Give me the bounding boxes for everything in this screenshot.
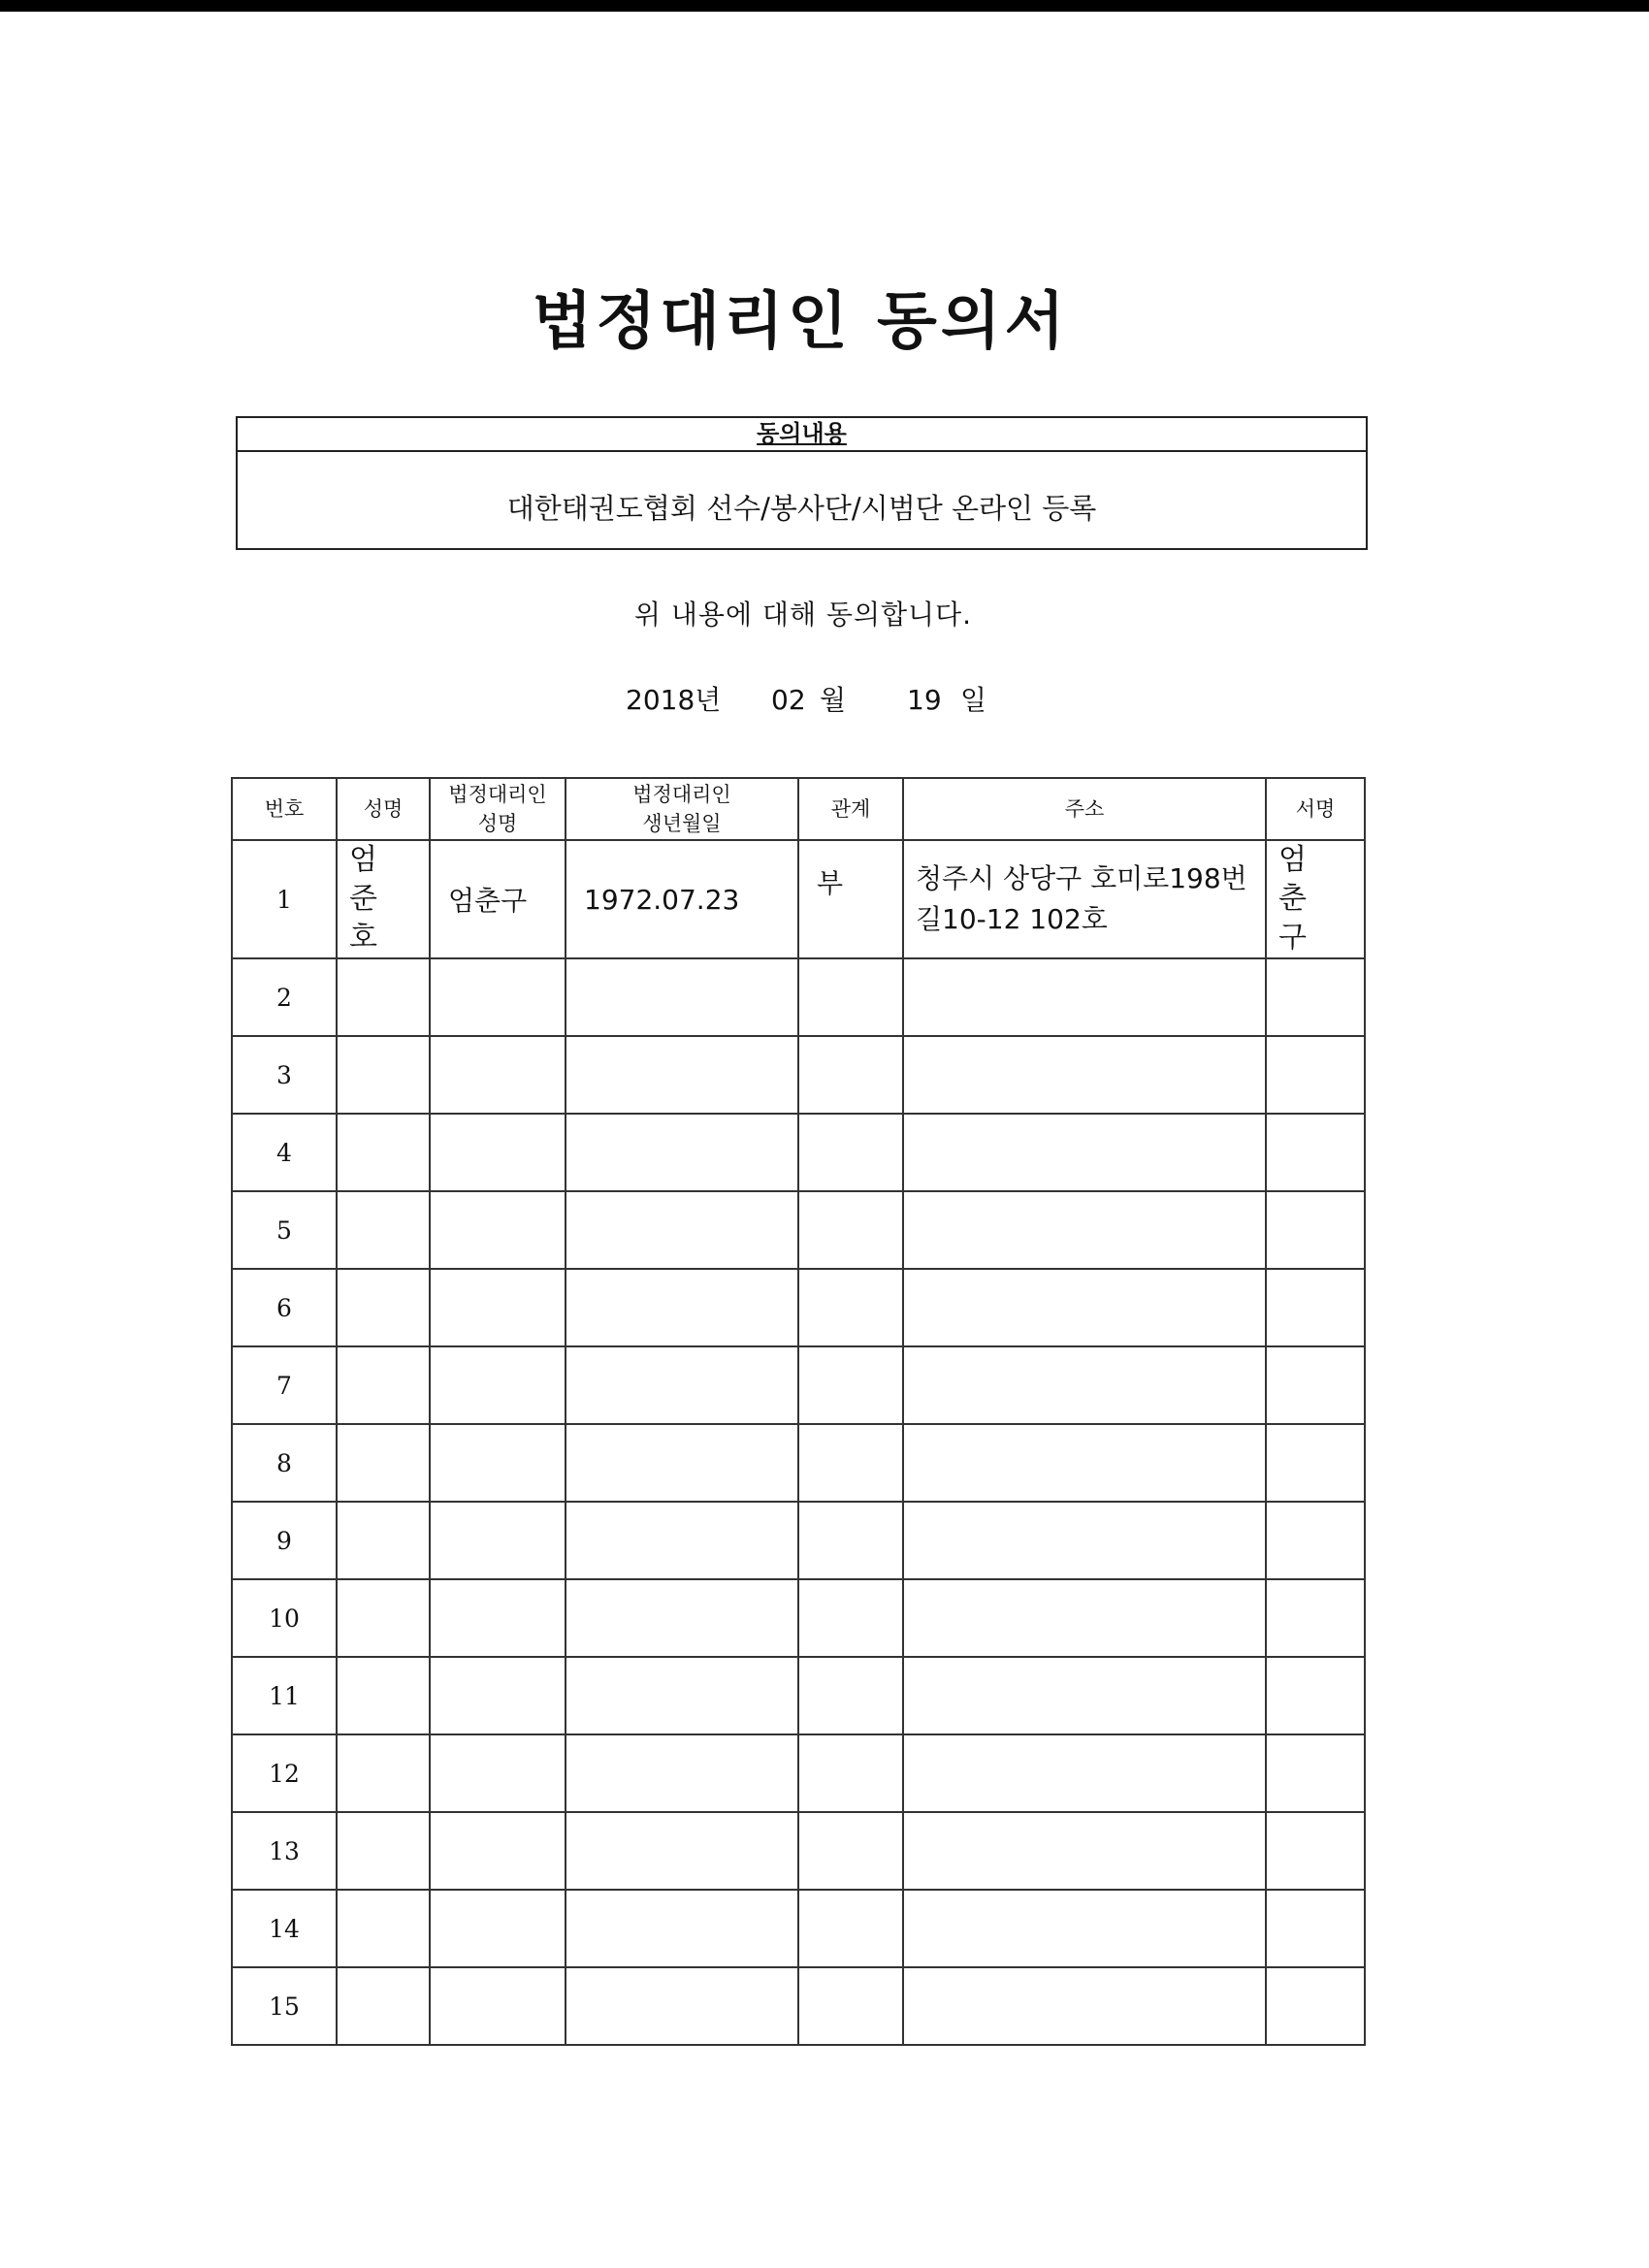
row-name [337, 1424, 430, 1502]
table-row [232, 1346, 1365, 1424]
row-signature [1266, 1734, 1365, 1812]
row-number: 1 [232, 840, 337, 958]
table-row [232, 1890, 1365, 1967]
date-year: 2018년 [626, 684, 722, 716]
row-relation [798, 1424, 903, 1502]
row-relation [798, 1191, 903, 1269]
row-signature [1266, 1967, 1365, 2045]
row-address [903, 1579, 1266, 1657]
row-signature [1266, 1579, 1365, 1657]
row-address [903, 1890, 1266, 1967]
row-signature [1266, 1812, 1365, 1890]
consent-heading-text: 동의내용 [757, 420, 847, 447]
table-row [232, 840, 1365, 958]
row-name [337, 1812, 430, 1890]
header-rep-birth-line2: 생년월일 [642, 812, 722, 835]
row-name [337, 1269, 430, 1346]
table-row [232, 1424, 1365, 1502]
row-rep-birth [566, 1812, 798, 1890]
row-signature [1266, 1502, 1365, 1579]
row-rep-birth [566, 1036, 798, 1114]
row-number: 8 [232, 1424, 337, 1502]
table-row [232, 1114, 1365, 1191]
header-name: 성명 [337, 778, 430, 840]
row-relation [798, 1967, 903, 2045]
row-name: 엄 준 호 [337, 840, 430, 958]
date-month-value: 02 [771, 684, 806, 716]
row-rep-birth [566, 1657, 798, 1734]
row-rep-birth: 1972.07.23 [566, 840, 798, 958]
table-header-row [232, 778, 1365, 840]
row-relation: 부 [798, 840, 903, 958]
row-address [903, 1036, 1266, 1114]
table-row [232, 1734, 1365, 1812]
row-number: 4 [232, 1114, 337, 1191]
header-rep-name-line1: 법정대리인 [448, 783, 547, 806]
row-name [337, 1890, 430, 1967]
consent-text: 대한태권도협회 선수/봉사단/시범단 온라인 등록 [506, 492, 1097, 525]
header-rep-birth [566, 778, 798, 840]
row-number: 11 [232, 1657, 337, 1734]
row-address [903, 1114, 1266, 1191]
row-number: 12 [232, 1734, 337, 1812]
table-row [232, 1657, 1365, 1734]
guardian-table [231, 777, 1366, 2046]
row-rep-birth [566, 1502, 798, 1579]
row-signature [1266, 1036, 1365, 1114]
row-number: 6 [232, 1269, 337, 1346]
row-name [337, 1036, 430, 1114]
row-rep-birth [566, 958, 798, 1036]
table-row [232, 1191, 1365, 1269]
consent-box [236, 416, 1368, 550]
row-rep-name [430, 1967, 566, 2045]
row-address [903, 1269, 1266, 1346]
header-rep-name [430, 778, 566, 840]
row-address [903, 1502, 1266, 1579]
row-address [903, 958, 1266, 1036]
date-day-value: 19 [907, 684, 942, 716]
row-name [337, 1967, 430, 2045]
row-name [337, 1657, 430, 1734]
row-rep-name [430, 1346, 566, 1424]
row-number: 15 [232, 1967, 337, 2045]
row-relation [798, 1269, 903, 1346]
date-line [626, 679, 986, 718]
row-rep-name [430, 1114, 566, 1191]
row-signature [1266, 1657, 1365, 1734]
row-name [337, 1191, 430, 1269]
row-relation [798, 1036, 903, 1114]
row-rep-birth [566, 1269, 798, 1346]
header-rep-birth-line1: 법정대리인 [632, 783, 731, 806]
row-address [903, 1191, 1266, 1269]
row-rep-name [430, 1812, 566, 1890]
row-relation [798, 1346, 903, 1424]
row-address: 청주시 상당구 호미로198번길10-12 102호 [903, 840, 1266, 958]
row-rep-name [430, 1424, 566, 1502]
table-row [232, 1579, 1365, 1657]
consent-heading [238, 418, 1366, 452]
row-number: 5 [232, 1191, 337, 1269]
row-rep-birth [566, 1191, 798, 1269]
date-day-label: 일 [960, 684, 987, 716]
row-relation [798, 1657, 903, 1734]
row-signature [1266, 1890, 1365, 1967]
table-row [232, 1812, 1365, 1890]
row-name [337, 1734, 430, 1812]
row-relation [798, 1734, 903, 1812]
row-relation [798, 1812, 903, 1890]
scan-edge-bar [0, 0, 1649, 12]
header-number: 번호 [232, 778, 337, 840]
row-rep-birth [566, 1579, 798, 1657]
row-name [337, 958, 430, 1036]
row-rep-birth [566, 1967, 798, 2045]
row-rep-birth [566, 1890, 798, 1967]
header-relation: 관계 [798, 778, 903, 840]
row-signature [1266, 1424, 1365, 1502]
row-name [337, 1502, 430, 1579]
row-rep-name [430, 1890, 566, 1967]
row-rep-name [430, 1191, 566, 1269]
row-address [903, 1657, 1266, 1734]
row-name [337, 1346, 430, 1424]
row-signature: 엄 춘 구 [1266, 840, 1365, 958]
row-signature [1266, 1191, 1365, 1269]
row-rep-name [430, 1502, 566, 1579]
row-rep-name [430, 958, 566, 1036]
table-row [232, 958, 1365, 1036]
agree-statement: 위 내용에 대해 동의합니다. [633, 599, 973, 631]
row-name [337, 1114, 430, 1191]
row-rep-name [430, 1036, 566, 1114]
row-relation [798, 1579, 903, 1657]
row-rep-name [430, 1734, 566, 1812]
row-name [337, 1579, 430, 1657]
row-rep-birth [566, 1346, 798, 1424]
table-row [232, 1502, 1365, 1579]
row-signature [1266, 958, 1365, 1036]
row-signature [1266, 1269, 1365, 1346]
row-signature [1266, 1346, 1365, 1424]
row-number: 3 [232, 1036, 337, 1114]
row-rep-name [430, 1657, 566, 1734]
row-rep-name: 엄춘구 [430, 840, 566, 958]
row-number: 14 [232, 1890, 337, 1967]
row-number: 9 [232, 1502, 337, 1579]
row-number: 13 [232, 1812, 337, 1890]
row-relation [798, 958, 903, 1036]
row-address [903, 1424, 1266, 1502]
table-row [232, 1967, 1365, 2045]
table-row [232, 1269, 1365, 1346]
row-rep-birth [566, 1114, 798, 1191]
header-rep-name-line2: 성명 [477, 812, 518, 835]
row-relation [798, 1890, 903, 1967]
header-address: 주소 [903, 778, 1266, 840]
row-number: 10 [232, 1579, 337, 1657]
row-rep-birth [566, 1734, 798, 1812]
header-signature: 서명 [1266, 778, 1365, 840]
row-relation [798, 1502, 903, 1579]
row-number: 7 [232, 1346, 337, 1424]
row-relation [798, 1114, 903, 1191]
row-rep-birth [566, 1424, 798, 1502]
row-rep-name [430, 1579, 566, 1657]
row-address [903, 1967, 1266, 2045]
date-month-label: 월 [820, 684, 847, 716]
row-signature [1266, 1114, 1365, 1191]
row-address [903, 1346, 1266, 1424]
table-row [232, 1036, 1365, 1114]
row-address [903, 1812, 1266, 1890]
row-number: 2 [232, 958, 337, 1036]
row-rep-name [430, 1269, 566, 1346]
row-address [903, 1734, 1266, 1812]
page-title: 법정대리인 동의서 [532, 286, 1069, 358]
